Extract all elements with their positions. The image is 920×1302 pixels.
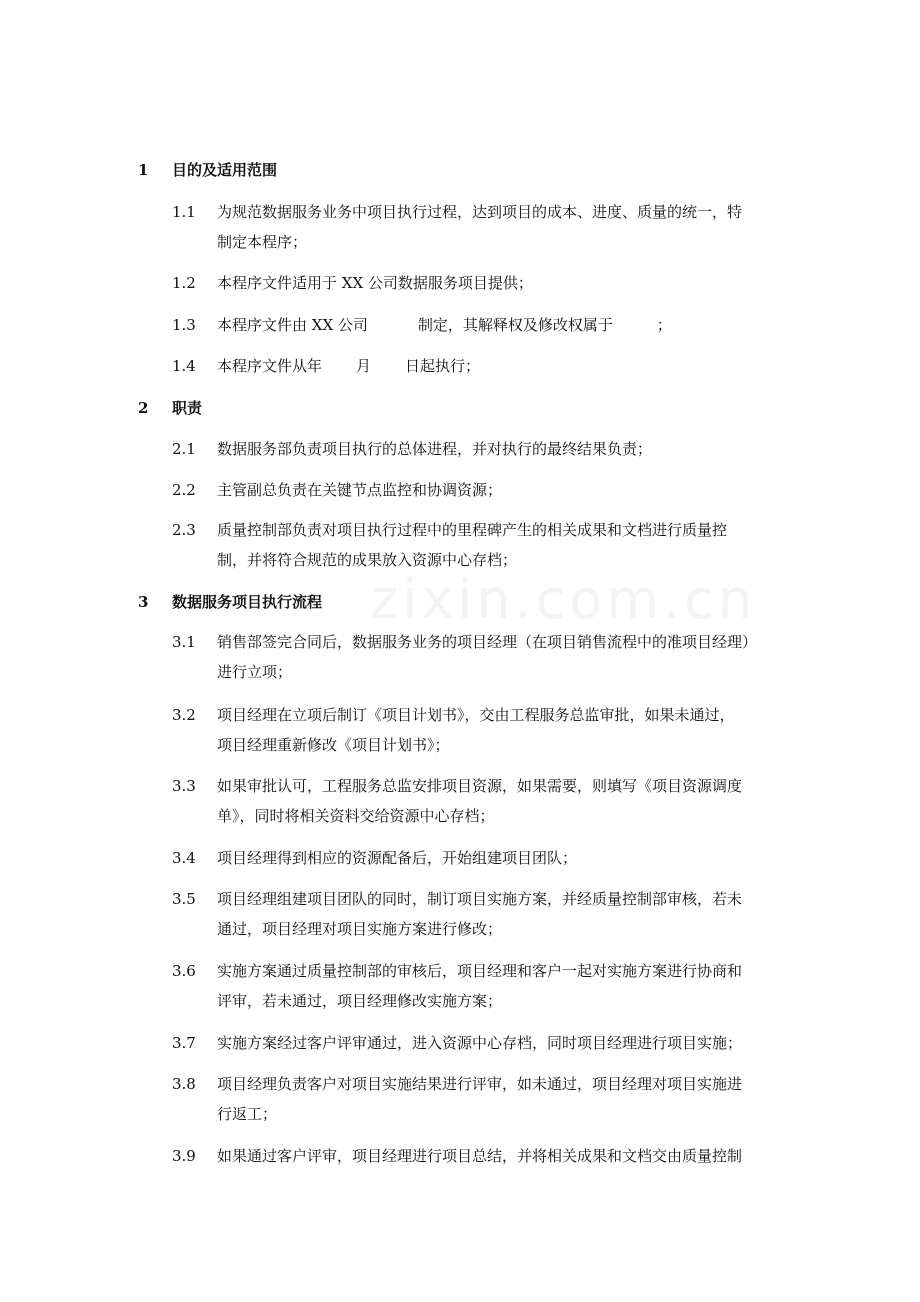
- clause-text: [217, 356, 480, 376]
- clause-text: 质量控制部负责对项目执行过程中的里程碑产生的相关成果和文档进行质量控: [217, 521, 728, 539]
- clause-number: 3.6: [172, 962, 196, 980]
- clause-text-continued: 单》，同时将相关资料交给资源中心存档；: [217, 807, 495, 825]
- section-heading-3: [138, 592, 322, 612]
- clause-text: 主管副总负责在关键节点监控和协调资源；: [217, 481, 503, 499]
- clause-text: [217, 315, 672, 335]
- clause-text-part: 月: [356, 357, 372, 375]
- clause-text-continued: 项目经理重新修改《项目计划书》；: [217, 736, 450, 754]
- clause-text: 项目经理得到相应的资源配备后，开始组建项目团队；: [217, 849, 578, 867]
- clause-number: 3.3: [172, 777, 196, 795]
- clause-number: 1.3: [172, 316, 196, 334]
- clause-text-continued: 评审，若未通过，项目经理修改实施方案；: [217, 992, 503, 1010]
- clause-text: 项目经理组建项目团队的同时，制订项目实施方案，并经质量控制部审核，若未: [217, 890, 743, 908]
- watermark: zixin.com.cn: [370, 568, 757, 631]
- clause-text: 本程序文件适用于 XX 公司数据服务项目提供；: [217, 274, 533, 292]
- section-title: 数据服务项目执行流程: [172, 593, 323, 611]
- clause-text-continued: 行返工；: [217, 1105, 278, 1123]
- clause-number: 1.2: [172, 274, 196, 292]
- clause-number: 3.8: [172, 1075, 196, 1093]
- clause-number: 1.4: [172, 357, 196, 375]
- clause-text-continued: 制定本程序；: [217, 233, 308, 251]
- clause-text: 为规范数据服务业务中项目执行过程，达到项目的成本、进度、质量的统一，特: [217, 203, 743, 221]
- clause-number: 2.2: [172, 481, 196, 499]
- clause-text: 如果通过客户评审，项目经理进行项目总结，并将相关成果和文档交由质量控制: [217, 1147, 743, 1165]
- clause-text: 项目经理负责客户对项目实施结果进行评审，如未通过，项目经理对项目实施进: [217, 1075, 743, 1093]
- clause-text-continued: 制，并将符合规范的成果放入资源中心存档；: [217, 551, 518, 569]
- clause-number: 3.2: [172, 706, 196, 724]
- section-number: 1: [138, 161, 149, 179]
- clause-text: 实施方案经过客户评审通过，进入资源中心存档，同时项目经理进行项目实施；: [217, 1034, 743, 1052]
- section-title: 职责: [172, 399, 203, 417]
- clause-text-continued: 进行立项；: [217, 663, 293, 681]
- clause-number: 3.7: [172, 1034, 196, 1052]
- clause-text-continued: 通过，项目经理对项目实施方案进行修改；: [217, 920, 503, 938]
- clause-text-part: ；: [656, 316, 672, 334]
- clause-number: 2.1: [172, 440, 196, 458]
- clause-text: 项目经理在立项后制订《项目计划书》，交由工程服务总监审批，如果未通过，: [217, 706, 735, 724]
- section-heading-2: [138, 398, 202, 418]
- section-heading-1: [138, 160, 277, 180]
- clause-number: 3.5: [172, 890, 196, 908]
- clause-number: 3.9: [172, 1147, 196, 1165]
- clause-text: 数据服务部负责项目执行的总体进程，并对执行的最终结果负责；: [217, 440, 653, 458]
- clause-text: 如果审批认可，工程服务总监安排项目资源，如果需要，则填写《项目资源调度: [217, 777, 743, 795]
- clause-number: 3.1: [172, 633, 196, 651]
- clause-number: 3.4: [172, 849, 196, 867]
- clause-text-part: 本程序文件由 XX 公司: [217, 316, 368, 334]
- clause-text: 实施方案通过质量控制部的审核后，项目经理和客户一起对实施方案进行协商和: [217, 962, 743, 980]
- section-title: 目的及适用范围: [172, 161, 278, 179]
- clause-text-part: 日起执行；: [405, 357, 481, 375]
- clause-number: 1.1: [172, 203, 196, 221]
- section-number: 2: [138, 399, 149, 417]
- clause-text-part: 本程序文件从年: [217, 357, 323, 375]
- clause-text-part: 制定，其解释权及修改权属于: [417, 316, 613, 334]
- section-number: 3: [138, 593, 149, 611]
- clause-number: 2.3: [172, 521, 196, 539]
- clause-text: 销售部签完合同后，数据服务业务的项目经理（在项目销售流程中的准项目经理）: [217, 633, 758, 651]
